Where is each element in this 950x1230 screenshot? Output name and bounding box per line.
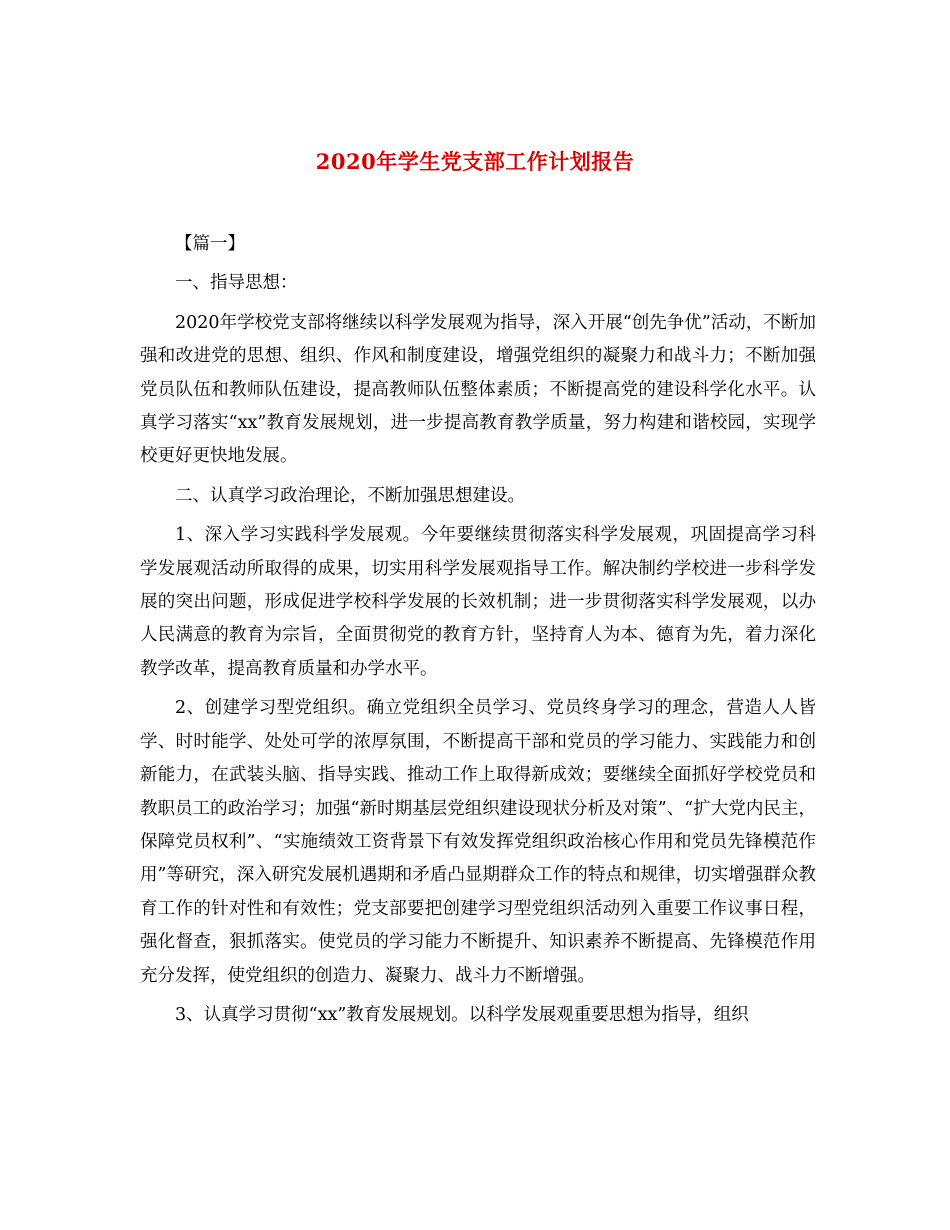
document-title: 2020年学生党支部工作计划报告	[315, 149, 635, 174]
heading-political-theory: 二、认真学习政治理论，不断加强思想建设。	[175, 485, 525, 506]
paragraph-overview: 2020年学校党支部将继续以科学发展观为指导，深入开展“创先争优”活动，不断加强和改进党的思想、组织、作风和制度建设，增强党组织的凝聚力和战斗力；不断加强党员队伍和教师队伍建设，提高教师队伍整体素质；不断提高党的建设科学化水平。认真学习落实“xx”教育发展规划，进一步提高教育教学质量，努力构建和谐校园，实现学校更好更快地发展。	[140, 312, 816, 467]
section-tag: 【篇一】	[175, 234, 245, 254]
paragraph-item-3: 3、认真学习贯彻“xx”教育发展规划。以科学发展观重要思想为指导，组织	[175, 1004, 749, 1025]
paragraph-item-1: 1、深入学习实践科学发展观。今年要继续贯彻落实科学发展观，巩固提高学习科学发展观活动所取得的成果，切实用科学发展观指导工作。解决制约学校进一步科学发展的突出问题，形成促进学校科学发展的长效机制；进一步贯彻落实科学发展观，以办人民满意的教育为宗旨，全面贯彻党的教育方针，坚持育人为本、德育为先，着力深化教学改革，提高教育质量和办学水平。	[140, 525, 816, 679]
document-body	[140, 228, 816, 1038]
paragraph-item-2: 2、创建学习型党组织。确立党组织全员学习、党员终身学习的理念，营造人人皆学、时时能学、处处可学的浓厚氛围，不断提高干部和党员的学习能力、实践能力和创新能力，在武装头脑、指导实践、推动工作上取得新成效；要继续全面抓好学校党员和教职员工的政治学习；加强“新时期基层党组织建设现状分析及对策”、“扩大党内民主，保障党员权利”、“实施绩效工资背景下有效发挥党组织政治核心作用和党员先锋模范作用”等研究，深入研究发展机遇期和矛盾凸显期群众工作的特点和规律，切实增强群众教育工作的针对性和有效性；党支部要把创建学习型党组织活动列入重要工作议事日程，强化督查，狠抓落实。使党员的学习能力不断提升、知识素养不断提高、先锋模范作用充分发挥，使党组织的创造力、凝聚力、战斗力不断增强。	[140, 698, 816, 986]
heading-guiding-ideology: 一、指导思想：	[175, 273, 298, 294]
